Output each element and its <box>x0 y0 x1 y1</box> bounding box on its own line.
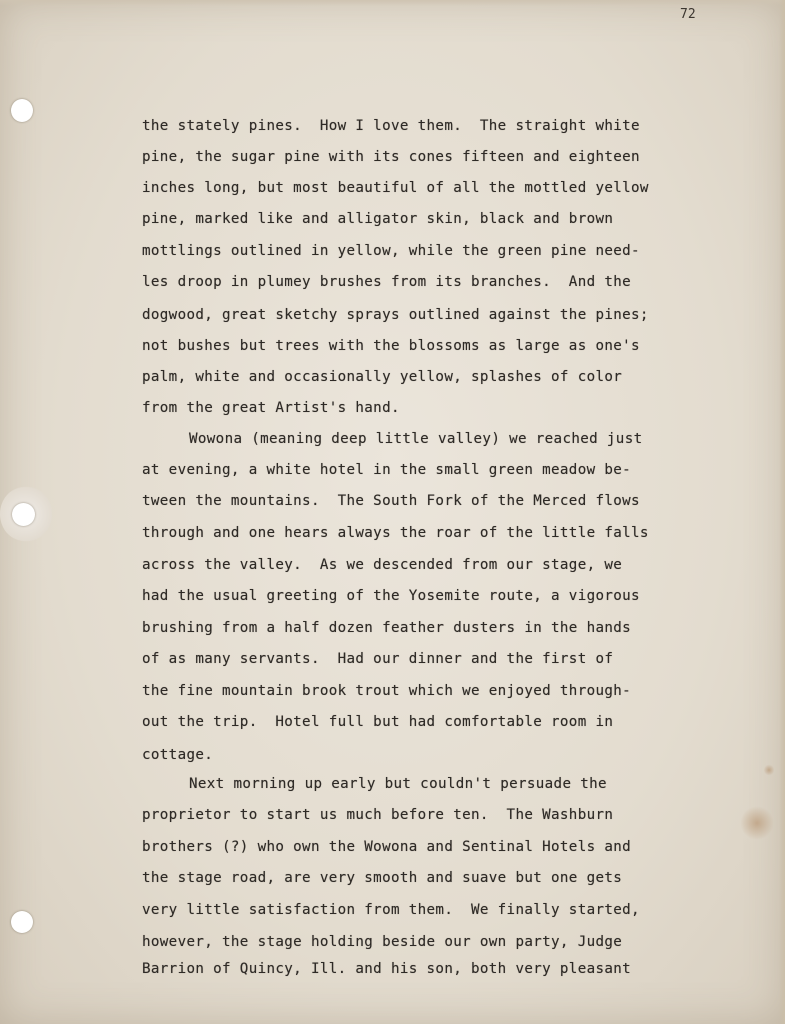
text-line: mottlings outlined in yellow, while the green pine need- <box>142 243 640 259</box>
text-line: tween the mountains. The South Fork of the Merced flows <box>142 493 640 509</box>
text-line: inches long, but most beautiful of all the mottled yellow <box>142 180 649 196</box>
text-line: across the valley. As we descended from our stage, we <box>142 557 623 573</box>
text-line: at evening, a white hotel in the small green meadow be- <box>142 462 632 478</box>
text-line: pine, marked like and alligator skin, black and brown <box>142 211 614 227</box>
text-line: les droop in plumey brushes from its branches. And the <box>142 274 632 290</box>
text-line: very little satisfaction from them. We finally started, <box>142 902 640 918</box>
text-line: brushing from a half dozen feather dusters in the hands <box>142 620 632 636</box>
paragraph-start: Wowona (meaning deep little valley) we reached just <box>189 431 643 447</box>
paragraph-start: Next morning up early but couldn't persuade the <box>189 776 607 792</box>
text-line: the stately pines. How I love them. The straight white <box>142 118 640 134</box>
text-line: pine, the sugar pine with its cones fifteen and eighteen <box>142 149 640 165</box>
text-line: dogwood, great sketchy sprays outlined against the pines; <box>142 307 649 323</box>
text-line: had the usual greeting of the Yosemite route, a vigorous <box>142 588 640 604</box>
text-line: palm, white and occasionally yellow, splashes of color <box>142 369 623 385</box>
text-line: Barrion of Quincy, Ill. and his son, both very pleasant <box>142 961 632 977</box>
text-line: brothers (?) who own the Wowona and Sentinal Hotels and <box>142 839 632 855</box>
text-line: proprietor to start us much before ten. The Washburn <box>142 807 614 823</box>
text-line: out the trip. Hotel full but had comfortable room in <box>142 714 614 730</box>
page-number: 72 <box>680 7 696 22</box>
text-line: however, the stage holding beside our own party, Judge <box>142 934 623 950</box>
text-line: cottage. <box>142 747 214 763</box>
text-line: not bushes but trees with the blossoms as large as one's <box>142 338 640 354</box>
text-line: the stage road, are very smooth and suave but one gets <box>142 870 623 886</box>
text-line: through and one hears always the roar of the little falls <box>142 525 649 541</box>
text-line: of as many servants. Had our dinner and the first of <box>142 651 614 667</box>
text-line: from the great Artist's hand. <box>142 400 400 416</box>
text-line: the fine mountain brook trout which we enjoyed through- <box>142 683 632 699</box>
